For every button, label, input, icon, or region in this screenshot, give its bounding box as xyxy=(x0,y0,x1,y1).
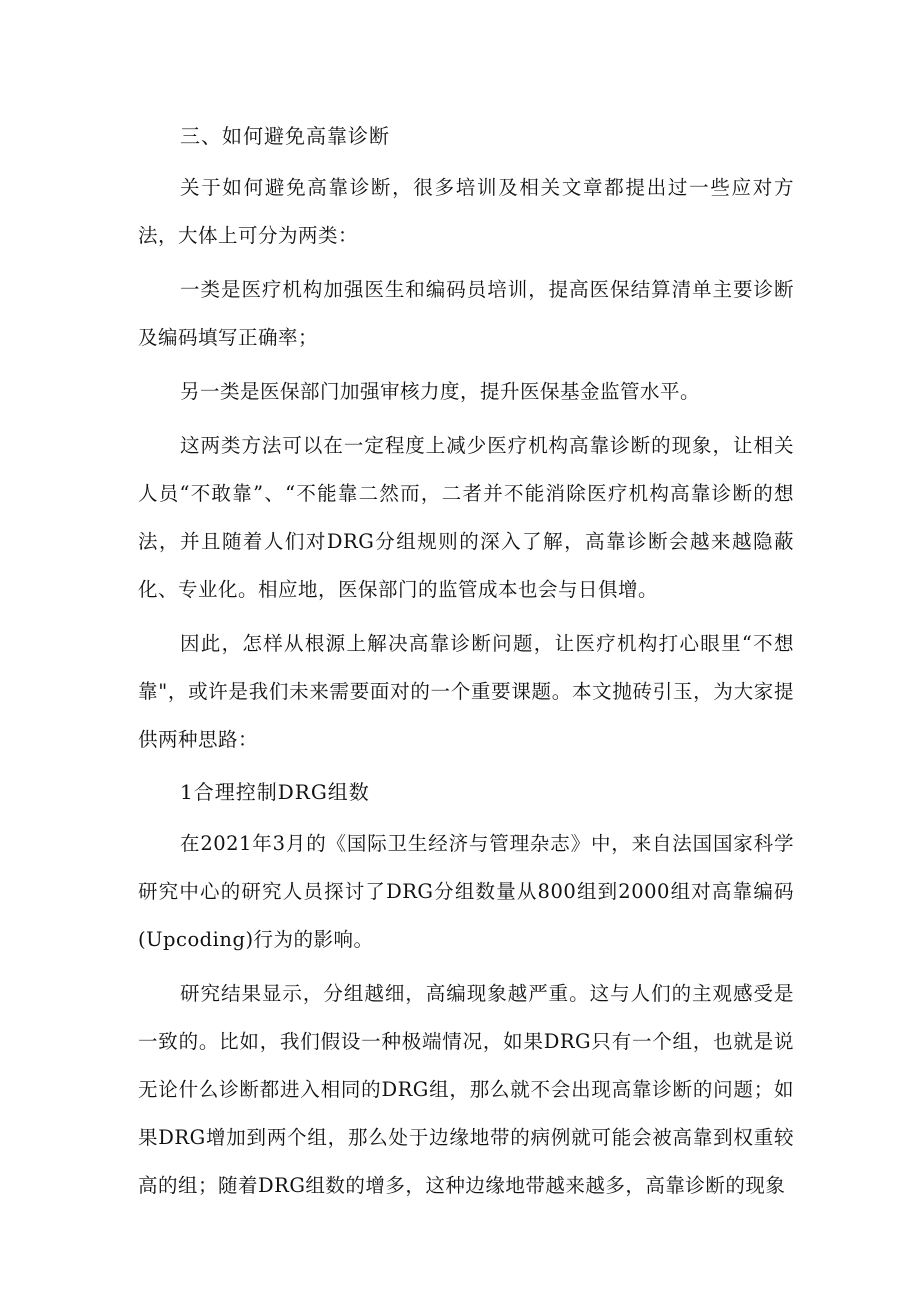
paragraph-results: 研究结果显示，分组越细，高编现象越严重。这与人们的主观感受是一致的。比如，我们假设一种极端情况，如果DRG只有一个组，也就是说无论什么诊断都进入相同的DRG组，那么就不会出现高靠诊断的问题；如果DRG增加到两个组，那么处于边缘地带的病例就可能会被高靠到权重较高的组；随着DRG组数的增多，这种边缘地带越来越多，高靠诊断的现象 xyxy=(138,982,794,1197)
paragraph-method-one: 一类是医疗机构加强医生和编码员培训，提高医保结算清单主要诊断及编码填写正确率； xyxy=(138,278,794,349)
paragraph-limitations: 这两类方法可以在一定程度上减少医疗机构高靠诊断的现象，让相关人员“不敢靠”、“不能靠二然而，二者并不能消除医疗机构高靠诊断的想法，并且随着人们对DRG分组规则的深入了解，高靠诊断会越来越隐蔽化、专业化。相应地，医保部门的监管成本也会与日俱增。 xyxy=(138,434,794,601)
paragraph-study: 在2021年3月的《国际卫生经济与管理杂志》中，来自法国国家科学研究中心的研究人员探讨了DRG分组数量从800组到2000组对高靠编码(Upcoding)行为的影响。 xyxy=(138,832,794,951)
paragraph-method-two: 另一类是医保部门加强审核力度，提升医保基金监管水平。 xyxy=(180,380,701,403)
paragraph-intro: 关于如何避免高靠诊断，很多培训及相关文章都提出过一些应对方法，大体上可分为两类： xyxy=(138,176,794,247)
section-heading: 三、如何避免高靠诊断 xyxy=(180,124,390,148)
paragraph-root-cause: 因此，怎样从根源上解决高靠诊断问题，让医疗机构打心眼里“不想靠"，或许是我们未来需要面对的一个重要课题。本文抛砖引玉，为大家提供两种思路： xyxy=(138,632,794,751)
document-body xyxy=(138,114,794,1216)
subheading-drg-groups: 1合理控制DRG组数 xyxy=(180,780,370,804)
